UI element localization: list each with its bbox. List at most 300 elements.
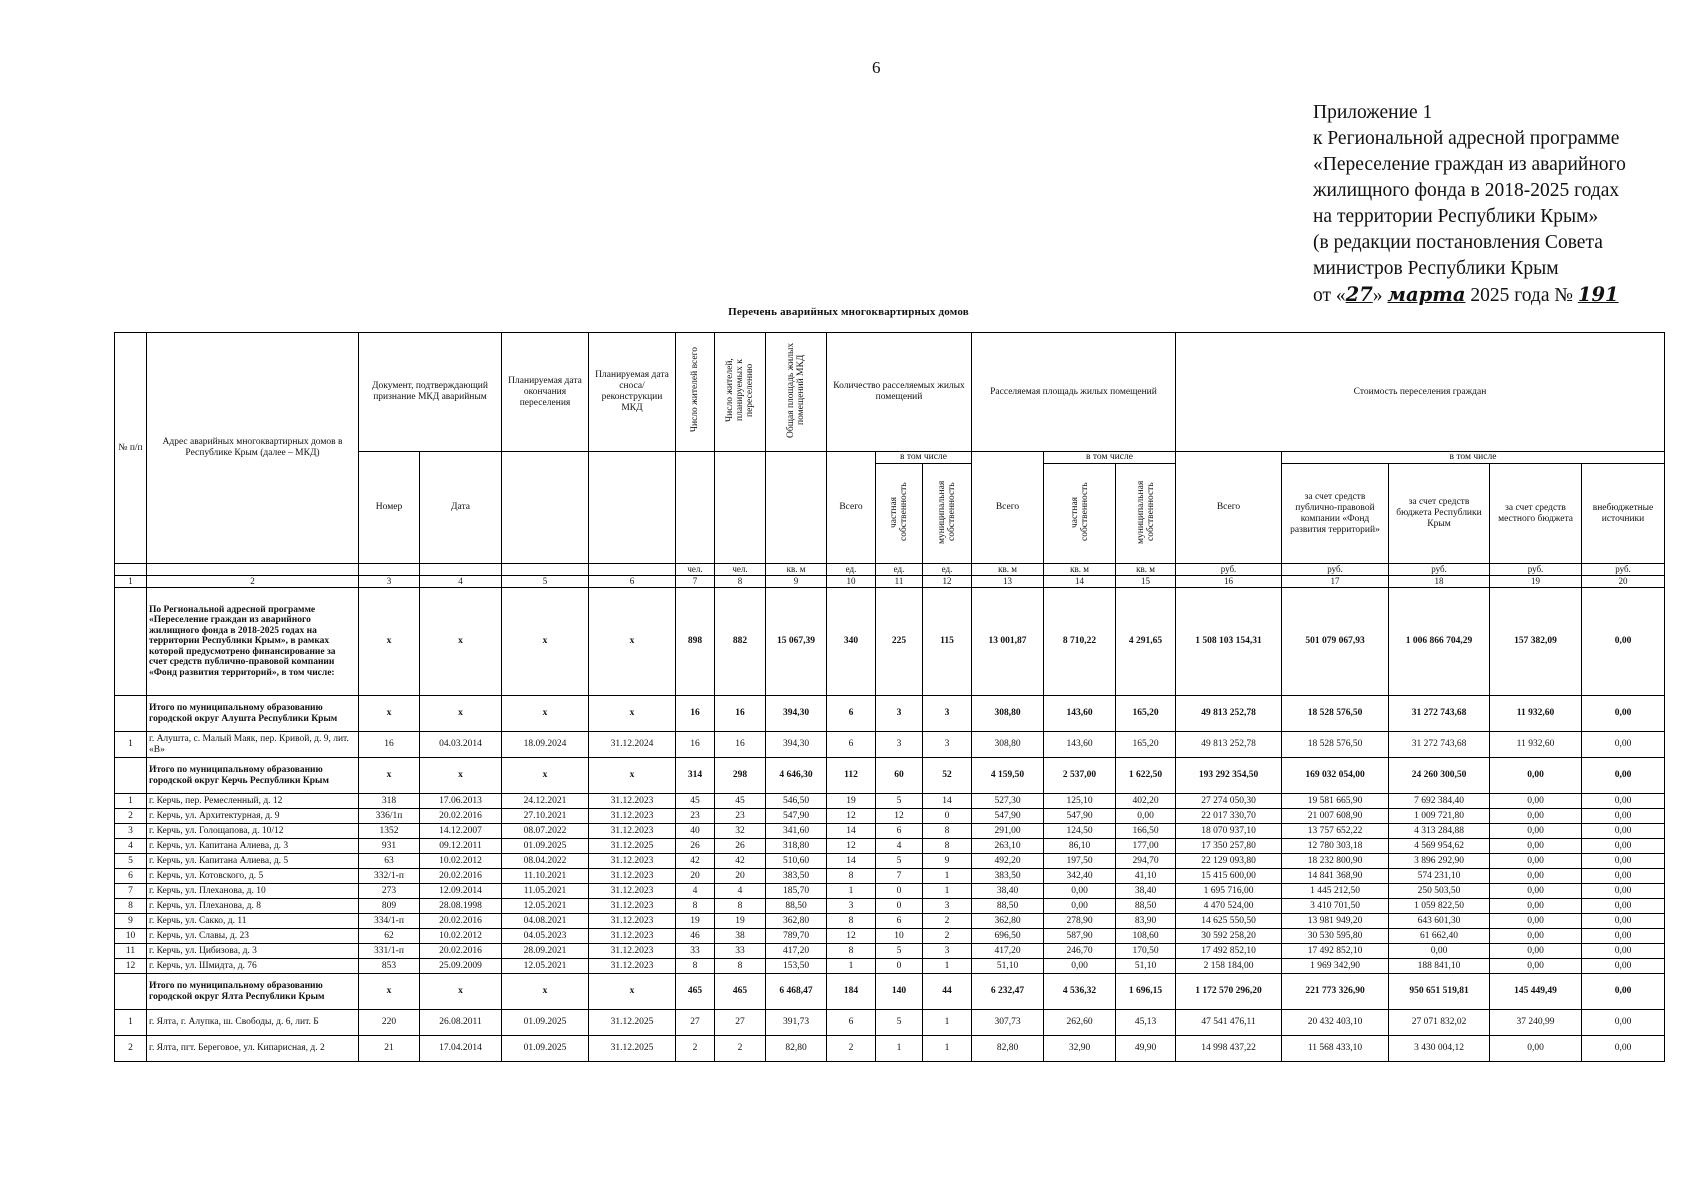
table-cell: 0,00 bbox=[1490, 869, 1582, 884]
table-cell: 31.12.2025 bbox=[589, 1036, 676, 1062]
table-cell: 8 bbox=[827, 944, 876, 959]
header-c9-blank bbox=[766, 452, 827, 564]
header-planned-demolition-blank bbox=[589, 452, 676, 564]
table-cell: 26 bbox=[676, 839, 715, 854]
table-cell: 336/1п bbox=[359, 809, 420, 824]
table-cell: 307,73 bbox=[972, 1010, 1044, 1036]
table-cell: 0,00 bbox=[1044, 959, 1116, 974]
table-cell: 3 bbox=[876, 696, 923, 732]
table-cell: 0,00 bbox=[1582, 1010, 1665, 1036]
table-cell: 20 bbox=[676, 869, 715, 884]
table-cell: 0,00 bbox=[1490, 758, 1582, 794]
table-cell: 4 646,30 bbox=[766, 758, 827, 794]
table-cell: 501 079 067,93 bbox=[1282, 588, 1389, 696]
table-cell: 31.12.2023 bbox=[589, 809, 676, 824]
table-cell: 1 695 716,00 bbox=[1176, 884, 1282, 899]
table-cell: 8 bbox=[923, 824, 972, 839]
table-cell: 17 492 852,10 bbox=[1282, 944, 1389, 959]
table-row bbox=[115, 929, 1665, 944]
table-cell: 1 bbox=[115, 794, 147, 809]
header-cost-fund: за счет средств публично-правовой компании «Фонд развития территорий» bbox=[1282, 464, 1389, 564]
handwritten-month: марта bbox=[1387, 283, 1466, 306]
table-cell: 115 bbox=[923, 588, 972, 696]
table-cell: 32 bbox=[715, 824, 766, 839]
header-total-area bbox=[766, 333, 827, 452]
header-residents-total bbox=[676, 333, 715, 452]
units-cell bbox=[147, 564, 359, 576]
units-cell: ед. bbox=[827, 564, 876, 576]
table-cell: 31.12.2023 bbox=[589, 884, 676, 899]
table-cell: 19 bbox=[715, 914, 766, 929]
table-cell: 0,00 bbox=[1582, 884, 1665, 899]
table-cell: 0,00 bbox=[1490, 884, 1582, 899]
table-cell: 1 bbox=[923, 1010, 972, 1036]
table-cell: 11 932,60 bbox=[1490, 732, 1582, 758]
table-cell: 38,40 bbox=[972, 884, 1044, 899]
table-cell: 3 410 701,50 bbox=[1282, 899, 1389, 914]
table-cell: 185,70 bbox=[766, 884, 827, 899]
table-cell: 882 bbox=[715, 588, 766, 696]
table-cell: 166,50 bbox=[1116, 824, 1176, 839]
table-cell: 1 622,50 bbox=[1116, 758, 1176, 794]
table-cell: 6 bbox=[827, 732, 876, 758]
header-cost: Стоимость переселения граждан bbox=[1176, 333, 1665, 452]
units-cell: кв. м bbox=[1044, 564, 1116, 576]
table-cell: х bbox=[420, 974, 502, 1010]
table-cell: х bbox=[502, 588, 589, 696]
header-rooms-total: Всего bbox=[827, 452, 876, 564]
table-cell: 1 bbox=[923, 959, 972, 974]
column-number: 11 bbox=[876, 576, 923, 588]
table-cell: 8 bbox=[676, 959, 715, 974]
table-cell: 8 bbox=[827, 914, 876, 929]
table-cell: 40 bbox=[676, 824, 715, 839]
column-number: 19 bbox=[1490, 576, 1582, 588]
table-cell: 31.12.2023 bbox=[589, 944, 676, 959]
table-cell: 31.12.2023 bbox=[589, 914, 676, 929]
table-cell: 221 773 326,90 bbox=[1282, 974, 1389, 1010]
table-cell: 4 bbox=[715, 884, 766, 899]
table-cell: 6 468,47 bbox=[766, 974, 827, 1010]
table-cell: 308,80 bbox=[972, 732, 1044, 758]
column-number: 18 bbox=[1389, 576, 1490, 588]
address-cell: г. Керчь, ул. Капитана Алиева, д. 5 bbox=[147, 854, 359, 869]
table-cell: 12 bbox=[876, 809, 923, 824]
units-cell bbox=[359, 564, 420, 576]
header-cost-total: Всего bbox=[1176, 452, 1282, 564]
list-title: Перечень аварийных многоквартирных домов bbox=[728, 306, 969, 318]
table-cell: 1 009 721,80 bbox=[1389, 809, 1490, 824]
table-cell: 7 bbox=[876, 869, 923, 884]
table-cell: 220 bbox=[359, 1010, 420, 1036]
header-rooms-area: Расселяемая площадь жилых помещений bbox=[972, 333, 1176, 452]
appendix-block bbox=[1313, 100, 1683, 309]
table-cell: 0,00 bbox=[1044, 884, 1116, 899]
column-number: 16 bbox=[1176, 576, 1282, 588]
table-cell: 112 bbox=[827, 758, 876, 794]
table-cell: 11 bbox=[115, 944, 147, 959]
table-cell: 125,10 bbox=[1044, 794, 1116, 809]
table-cell: 250 503,50 bbox=[1389, 884, 1490, 899]
table-cell: 21 007 608,90 bbox=[1282, 809, 1389, 824]
table-cell: 6 bbox=[876, 914, 923, 929]
table-cell: 0,00 bbox=[1490, 839, 1582, 854]
table-cell: 0,00 bbox=[1582, 696, 1665, 732]
table-cell: х bbox=[359, 974, 420, 1010]
units-cell: ед. bbox=[876, 564, 923, 576]
table-cell: 12 bbox=[827, 929, 876, 944]
table-cell: 331/1-п bbox=[359, 944, 420, 959]
column-number: 7 bbox=[676, 576, 715, 588]
address-cell: г. Керчь, ул. Шмидта, д. 76 bbox=[147, 959, 359, 974]
table-cell: 2 bbox=[923, 914, 972, 929]
units-cell: кв. м bbox=[972, 564, 1044, 576]
column-number: 8 bbox=[715, 576, 766, 588]
table-cell: 33 bbox=[676, 944, 715, 959]
table-cell: 17.04.2014 bbox=[420, 1036, 502, 1062]
table-cell: 2 bbox=[115, 1036, 147, 1062]
table-cell: 18 232 800,90 bbox=[1282, 854, 1389, 869]
table-cell: 49 813 252,78 bbox=[1176, 696, 1282, 732]
header-planned-end: Планируемая дата окончания переселения bbox=[502, 333, 589, 452]
units-cell bbox=[502, 564, 589, 576]
address-cell: Итого по муниципальному образованию городской округ Алушта Республики Крым bbox=[147, 696, 359, 732]
table-cell: 197,50 bbox=[1044, 854, 1116, 869]
table-cell: 27.10.2021 bbox=[502, 809, 589, 824]
table-cell: 10 bbox=[876, 929, 923, 944]
table-cell: 145 449,49 bbox=[1490, 974, 1582, 1010]
table-row bbox=[115, 944, 1665, 959]
table-cell: 5 bbox=[115, 854, 147, 869]
table-cell: 262,60 bbox=[1044, 1010, 1116, 1036]
table-cell: 417,20 bbox=[766, 944, 827, 959]
table-cell: х bbox=[502, 974, 589, 1010]
table-cell: 0,00 bbox=[1582, 944, 1665, 959]
header-rooms-municipal bbox=[923, 464, 972, 564]
units-cell: руб. bbox=[1389, 564, 1490, 576]
table-cell: 108,60 bbox=[1116, 929, 1176, 944]
table-cell: 0,00 bbox=[1582, 914, 1665, 929]
table-cell: 22 129 093,80 bbox=[1176, 854, 1282, 869]
table-cell: 12.05.2021 bbox=[502, 899, 589, 914]
table-cell: 1 bbox=[923, 1036, 972, 1062]
header-cost-republic: за счет средств бюджета Республики Крым bbox=[1389, 464, 1490, 564]
table-cell: 124,50 bbox=[1044, 824, 1116, 839]
table-total-row bbox=[115, 758, 1665, 794]
table-cell: 417,20 bbox=[972, 944, 1044, 959]
table-cell: 3 430 004,12 bbox=[1389, 1036, 1490, 1062]
table-cell: 16 bbox=[676, 696, 715, 732]
table-cell: 01.09.2025 bbox=[502, 1036, 589, 1062]
table-cell: 546,50 bbox=[766, 794, 827, 809]
table-cell: 8 bbox=[923, 839, 972, 854]
table-cell: 273 bbox=[359, 884, 420, 899]
appendix-line: на территории Республики Крым» bbox=[1313, 206, 1599, 227]
table-cell: 8 bbox=[827, 869, 876, 884]
table-total-row bbox=[115, 588, 1665, 696]
table-cell: 0,00 bbox=[1490, 944, 1582, 959]
column-number: 20 bbox=[1582, 576, 1665, 588]
units-cell: руб. bbox=[1582, 564, 1665, 576]
header-area-private bbox=[1044, 464, 1116, 564]
table-cell: 4 569 954,62 bbox=[1389, 839, 1490, 854]
table-cell: 61 662,40 bbox=[1389, 929, 1490, 944]
units-cell: руб. bbox=[1176, 564, 1282, 576]
table-total-row bbox=[115, 974, 1665, 1010]
table-cell: 11 932,60 bbox=[1490, 696, 1582, 732]
table-cell: 01.09.2025 bbox=[502, 1010, 589, 1036]
table-cell: х bbox=[420, 696, 502, 732]
table-cell: 0,00 bbox=[1044, 899, 1116, 914]
table-cell: 0,00 bbox=[1582, 929, 1665, 944]
table-cell: 17 492 852,10 bbox=[1176, 944, 1282, 959]
table-cell: 24 260 300,50 bbox=[1389, 758, 1490, 794]
table-cell: х bbox=[502, 758, 589, 794]
header-area-private-text: частная собственность bbox=[1069, 482, 1090, 541]
table-cell: 165,20 bbox=[1116, 732, 1176, 758]
table-cell: 31.12.2025 bbox=[589, 839, 676, 854]
table-cell: 44 bbox=[923, 974, 972, 1010]
table-cell: 12 bbox=[827, 809, 876, 824]
table-cell: 18 528 576,50 bbox=[1282, 696, 1389, 732]
table-cell: 1 059 822,50 bbox=[1389, 899, 1490, 914]
table-cell: 41,10 bbox=[1116, 869, 1176, 884]
units-cell bbox=[589, 564, 676, 576]
header-cost-local: за счет средств местного бюджета bbox=[1490, 464, 1582, 564]
table-cell: 88,50 bbox=[972, 899, 1044, 914]
column-number: 14 bbox=[1044, 576, 1116, 588]
table-cell: 2 537,00 bbox=[1044, 758, 1116, 794]
table-cell: 3 bbox=[115, 824, 147, 839]
handwritten-day: 27 bbox=[1345, 283, 1373, 306]
address-cell: г. Керчь, ул. Славы, д. 23 bbox=[147, 929, 359, 944]
table-cell: 88,50 bbox=[1116, 899, 1176, 914]
address-cell: Итого по муниципальному образованию городской округ Керчь Республики Крым bbox=[147, 758, 359, 794]
table-cell: 10.02.2012 bbox=[420, 854, 502, 869]
table-cell: 0 bbox=[876, 884, 923, 899]
table-cell: 391,73 bbox=[766, 1010, 827, 1036]
table-cell: 26.08.2011 bbox=[420, 1010, 502, 1036]
table-cell: 45 bbox=[715, 794, 766, 809]
table-cell: 5 bbox=[876, 854, 923, 869]
address-cell: г. Керчь, ул. Котовского, д. 5 bbox=[147, 869, 359, 884]
header-doc-number: Номер bbox=[359, 452, 420, 564]
table-cell: 37 240,99 bbox=[1490, 1010, 1582, 1036]
header-planned-end-blank bbox=[502, 452, 589, 564]
table-cell: 246,70 bbox=[1044, 944, 1116, 959]
table-cell: 12.05.2021 bbox=[502, 959, 589, 974]
table-cell: 1 bbox=[923, 869, 972, 884]
table-cell: 20.02.2016 bbox=[420, 869, 502, 884]
table-cell: 88,50 bbox=[766, 899, 827, 914]
date-year: 2025 года № bbox=[1470, 285, 1573, 306]
table-cell: 16 bbox=[676, 732, 715, 758]
units-cell: чел. bbox=[715, 564, 766, 576]
table-cell: 853 bbox=[359, 959, 420, 974]
table-cell: 14 bbox=[827, 854, 876, 869]
table-cell: 177,00 bbox=[1116, 839, 1176, 854]
table-cell: 6 bbox=[876, 824, 923, 839]
header-rooms-municipal-text: муниципальная собственность bbox=[937, 479, 957, 544]
table-cell: 3 bbox=[876, 732, 923, 758]
table-cell: 278,90 bbox=[1044, 914, 1116, 929]
table-cell: 23 bbox=[715, 809, 766, 824]
table-cell: 165,20 bbox=[1116, 696, 1176, 732]
table-cell: 9 bbox=[923, 854, 972, 869]
address-cell: г. Керчь, ул. Плеханова, д. 8 bbox=[147, 899, 359, 914]
table-cell: 33 bbox=[715, 944, 766, 959]
address-cell: г. Керчь, ул. Сакко, д. 11 bbox=[147, 914, 359, 929]
header-residents-planned bbox=[715, 333, 766, 452]
column-number: 13 bbox=[972, 576, 1044, 588]
header-doc-date: Дата bbox=[420, 452, 502, 564]
table-cell: 5 bbox=[876, 794, 923, 809]
table-cell: 18 070 937,10 bbox=[1176, 824, 1282, 839]
table-cell: 1 696,15 bbox=[1116, 974, 1176, 1010]
table-cell: 10.02.2012 bbox=[420, 929, 502, 944]
table-cell: 21 bbox=[359, 1036, 420, 1062]
table-cell: 0,00 bbox=[1490, 959, 1582, 974]
header-residents-planned-text: Число жителей, планируемых к переселению bbox=[725, 358, 755, 422]
header-c8-blank bbox=[715, 452, 766, 564]
table-cell: 19 581 665,90 bbox=[1282, 794, 1389, 809]
table-cell: 30 530 595,80 bbox=[1282, 929, 1389, 944]
table-cell: 26 bbox=[715, 839, 766, 854]
table-cell: 12 bbox=[115, 959, 147, 974]
table-cell: 1 172 570 296,20 bbox=[1176, 974, 1282, 1010]
table-cell: 16 bbox=[359, 732, 420, 758]
address-cell: г. Керчь, ул. Голощапова, д. 10/12 bbox=[147, 824, 359, 839]
table-cell: 3 bbox=[923, 899, 972, 914]
table-cell: 298 bbox=[715, 758, 766, 794]
table-cell: 6 bbox=[115, 869, 147, 884]
table-cell: 0,00 bbox=[1582, 794, 1665, 809]
table-cell: 3 bbox=[923, 944, 972, 959]
table-cell: 86,10 bbox=[1044, 839, 1116, 854]
table-cell: 0,00 bbox=[1582, 824, 1665, 839]
column-number: 1 bbox=[115, 576, 147, 588]
table-cell: 4 bbox=[115, 839, 147, 854]
table-cell: 0,00 bbox=[1582, 839, 1665, 854]
table-row bbox=[115, 839, 1665, 854]
date-mid: » bbox=[1372, 285, 1383, 306]
table-cell: 31.12.2023 bbox=[589, 794, 676, 809]
table-cell: 3 896 292,90 bbox=[1389, 854, 1490, 869]
table-cell: 8 bbox=[115, 899, 147, 914]
table-cell: 19 bbox=[676, 914, 715, 929]
table-cell: 4 bbox=[876, 839, 923, 854]
table-cell: 45 bbox=[676, 794, 715, 809]
units-row bbox=[115, 564, 1665, 576]
table-cell: 1 006 866 704,29 bbox=[1389, 588, 1490, 696]
table-cell: 188 841,10 bbox=[1389, 959, 1490, 974]
address-cell: г. Керчь, ул. Архитектурная, д. 9 bbox=[147, 809, 359, 824]
table-cell: 11 568 433,10 bbox=[1282, 1036, 1389, 1062]
table-total-row bbox=[115, 696, 1665, 732]
table-cell: 5 bbox=[876, 944, 923, 959]
table-cell: х bbox=[589, 758, 676, 794]
table-cell: 950 651 519,81 bbox=[1389, 974, 1490, 1010]
appendix-date-line bbox=[1313, 282, 1683, 309]
table-cell: 16 bbox=[715, 696, 766, 732]
address-cell: г. Керчь, ул. Капитана Алиева, д. 3 bbox=[147, 839, 359, 854]
table-cell: 0,00 bbox=[1582, 974, 1665, 1010]
table-cell: 14 625 550,50 bbox=[1176, 914, 1282, 929]
table-cell: 3 bbox=[923, 696, 972, 732]
table-cell: 22 017 330,70 bbox=[1176, 809, 1282, 824]
column-number: 6 bbox=[589, 576, 676, 588]
table-cell: 8 bbox=[715, 959, 766, 974]
table-cell: 14 998 437,22 bbox=[1176, 1036, 1282, 1062]
table-cell: 1352 bbox=[359, 824, 420, 839]
units-cell: кв. м bbox=[766, 564, 827, 576]
table-cell: 8 bbox=[676, 899, 715, 914]
appendix-line: (в редакции постановления Совета bbox=[1313, 232, 1603, 253]
table-cell: 42 bbox=[676, 854, 715, 869]
table-cell: х bbox=[589, 696, 676, 732]
header-rooms-private-text: частная собственность bbox=[889, 482, 909, 541]
table-cell: 2 158 184,00 bbox=[1176, 959, 1282, 974]
table-cell: 18.09.2024 bbox=[502, 732, 589, 758]
table-cell: 17.06.2013 bbox=[420, 794, 502, 809]
table-cell: 28.08.1998 bbox=[420, 899, 502, 914]
table-cell: 13 757 652,22 bbox=[1282, 824, 1389, 839]
table-cell: 15 415 600,00 bbox=[1176, 869, 1282, 884]
table-cell: 12 780 303,18 bbox=[1282, 839, 1389, 854]
table-cell: 0 bbox=[923, 809, 972, 824]
table-cell: 20.02.2016 bbox=[420, 809, 502, 824]
table-cell: 193 292 354,50 bbox=[1176, 758, 1282, 794]
table-cell: 931 bbox=[359, 839, 420, 854]
table-cell: 14.12.2007 bbox=[420, 824, 502, 839]
table-cell: 51,10 bbox=[1116, 959, 1176, 974]
table-cell: х bbox=[359, 696, 420, 732]
table-row bbox=[115, 884, 1665, 899]
address-cell: г. Керчь, ул. Плеханова, д. 10 bbox=[147, 884, 359, 899]
header-area-municipal-text: муниципальная собственность bbox=[1135, 479, 1156, 544]
table-row bbox=[115, 1010, 1665, 1036]
table-cell: 342,40 bbox=[1044, 869, 1116, 884]
header-area-incl: в том числе bbox=[1044, 452, 1176, 464]
header-cost-extra: внебюджетные источники bbox=[1582, 464, 1665, 564]
table-cell: 2 bbox=[827, 1036, 876, 1062]
header-rooms-private bbox=[876, 464, 923, 564]
units-cell: руб. bbox=[1490, 564, 1582, 576]
address-cell: Итого по муниципальному образованию городской округ Ялта Республики Крым bbox=[147, 974, 359, 1010]
table-cell: 27 071 832,02 bbox=[1389, 1010, 1490, 1036]
table-row bbox=[115, 959, 1665, 974]
table-row bbox=[115, 1036, 1665, 1062]
table-cell: 14 841 368,90 bbox=[1282, 869, 1389, 884]
table-cell: 362,80 bbox=[766, 914, 827, 929]
table-row bbox=[115, 824, 1665, 839]
table-cell: 38 bbox=[715, 929, 766, 944]
table-cell: 6 bbox=[827, 696, 876, 732]
table-cell: 2 bbox=[923, 929, 972, 944]
table-cell: 340 bbox=[827, 588, 876, 696]
table-cell: 31.12.2023 bbox=[589, 899, 676, 914]
table-cell: 08.07.2022 bbox=[502, 824, 589, 839]
table-cell: 31.12.2023 bbox=[589, 959, 676, 974]
units-cell bbox=[115, 564, 147, 576]
table-cell: 45,13 bbox=[1116, 1010, 1176, 1036]
table-cell: 2 bbox=[676, 1036, 715, 1062]
table-cell: 308,80 bbox=[972, 696, 1044, 732]
table-cell: 2 bbox=[115, 809, 147, 824]
address-cell: г. Алушта, с. Малый Маяк, пер. Кривой, д. 9, лит. «В» bbox=[147, 732, 359, 758]
table-cell: 38,40 bbox=[1116, 884, 1176, 899]
table-cell: 9 bbox=[115, 914, 147, 929]
